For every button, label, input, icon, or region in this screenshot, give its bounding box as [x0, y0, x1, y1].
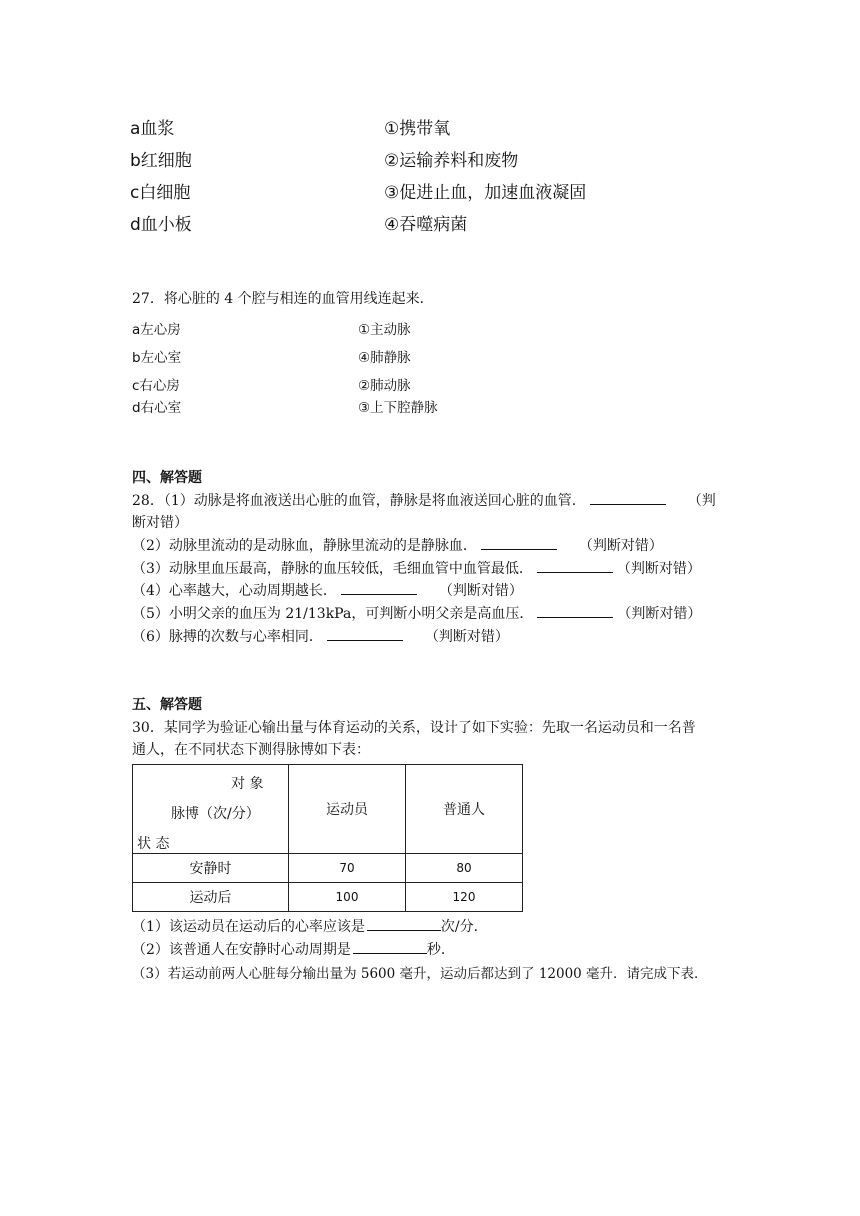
table-column-header: 普通人 [406, 765, 523, 854]
blood-left-item-b: b红细胞 [130, 151, 192, 171]
section4-heading: 四、解答题 [132, 470, 202, 486]
q27-left-item-c: c右心房 [132, 378, 180, 394]
table-corner-cell [133, 765, 289, 854]
table-row-label: 安静时 [133, 854, 289, 883]
section5-heading: 五、解答题 [132, 697, 202, 713]
q30-question-line2: 通人，在不同状态下测得脉博如下表： [132, 742, 370, 758]
answer-blank[interactable] [367, 916, 441, 931]
q28-item-6 [132, 626, 509, 646]
q30-sub2-text: （2）该普通人在安静时心动周期是 [132, 942, 351, 958]
pulse-table [132, 764, 523, 912]
q28-item-3 [132, 558, 701, 578]
corner-label-state: 状 态 [137, 836, 170, 852]
table-cell: 70 [289, 854, 406, 883]
table-row-label: 运动后 [133, 883, 289, 912]
blood-left-item-a: a血浆 [130, 119, 175, 139]
q28-item-5-suffix: （判断对错） [617, 606, 702, 622]
q28-item-5 [132, 603, 701, 623]
table-header-row [133, 765, 523, 854]
answer-blank[interactable] [537, 603, 613, 618]
answer-blank[interactable] [353, 939, 427, 954]
table-row [133, 883, 523, 912]
q27-left-item-a: a左心房 [132, 322, 181, 338]
blood-right-item-2: ②运输养料和废物 [384, 151, 519, 171]
q28-item-2-text: （2）动脉里流动的是动脉血，静脉里流动的是静脉血． [132, 538, 477, 554]
answer-blank[interactable] [590, 490, 666, 505]
q28-item-6-text: （6）脉搏的次数与心率相同． [132, 629, 323, 645]
q27-right-item-2: ②肺动脉 [358, 378, 411, 394]
blood-right-item-3: ③促进止血，加速血液凝固 [384, 183, 587, 203]
q27-right-item-4: ④肺静脉 [358, 350, 411, 366]
q27-right-item-1: ①主动脉 [358, 322, 411, 338]
q27-question: 27．将心脏的 4 个腔与相连的血管用线连起来． [132, 291, 434, 307]
corner-label-pulse: 脉博（次/分） [171, 806, 260, 822]
answer-blank[interactable] [327, 626, 403, 641]
table-column-header: 运动员 [289, 765, 406, 854]
q28-item-4-text: （4）心率越大，心动周期越长． [132, 583, 337, 599]
table-corner-labels [133, 765, 288, 853]
q28-item-4 [132, 580, 523, 600]
blood-left-item-d: d血小板 [130, 215, 192, 235]
table-cell: 80 [406, 854, 523, 883]
q30-sub2 [132, 939, 455, 959]
blood-right-item-1: ①携带氧 [384, 119, 451, 139]
q28-item-1-suffix: （判 [687, 493, 716, 509]
blood-left-item-c: c白细胞 [130, 183, 191, 203]
q28-item-4-suffix: （判断对错） [438, 583, 523, 599]
q28-item-1-continued: 断对错） [132, 515, 188, 531]
q30-sub2-unit: 秒． [426, 942, 455, 958]
q27-right-item-3: ③上下腔静脉 [358, 400, 438, 416]
q30-sub1-text: （1）该运动员在运动后的心率应该是 [132, 919, 365, 935]
blood-right-item-4: ④吞噬病菌 [384, 215, 468, 235]
answer-blank[interactable] [341, 580, 417, 595]
q27-left-item-b: b左心室 [132, 350, 182, 366]
answer-blank[interactable] [537, 558, 613, 573]
q28-item-3-suffix: （判断对错） [616, 561, 701, 577]
q28-item-2-suffix: （判断对错） [578, 538, 663, 554]
q27-left-item-d: d右心室 [132, 400, 182, 416]
q28-item-6-suffix: （判断对错） [424, 629, 509, 645]
answer-blank[interactable] [481, 535, 557, 550]
q30-sub1 [132, 916, 488, 936]
q28-item-1 [132, 490, 716, 510]
q30-sub1-unit: 次/分． [440, 919, 488, 935]
table-row [133, 854, 523, 883]
table-cell: 100 [289, 883, 406, 912]
q30-sub3: （3）若运动前两人心脏每分输出量为 5600 毫升，运动后都达到了 12000 毫升．请完成下表． [132, 966, 708, 982]
q28-item-1-text: 28．（1）动脉是将血液送出心脏的血管，静脉是将血液送回心脏的血管． [132, 493, 586, 509]
corner-label-subject: 对 象 [231, 776, 264, 792]
q28-item-5-text: （5）小明父亲的血压为 21/13kPa，可判断小明父亲是高血压． [132, 606, 534, 622]
q30-question-line1: 30．某同学为验证心输出量与体育运动的关系，设计了如下实验：先取一名运动员和一名普 [132, 720, 696, 736]
table-cell: 120 [406, 883, 523, 912]
q28-item-3-text: （3）动脉里血压最高，静脉的血压较低，毛细血管中血管最低． [132, 561, 533, 577]
q28-item-2 [132, 535, 663, 555]
